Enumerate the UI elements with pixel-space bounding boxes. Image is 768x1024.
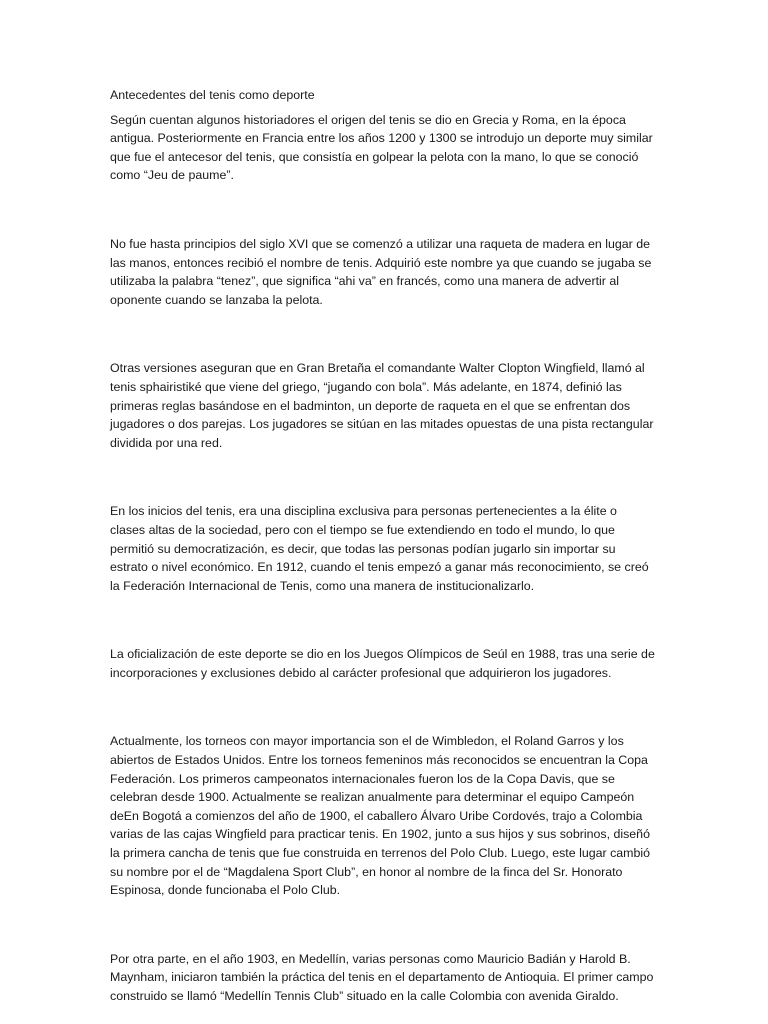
document-title: Antecedentes del tenis como deporte — [110, 88, 315, 102]
paragraph-wingfield: Otras versiones aseguran que en Gran Bretaña el comandante Walter Clopton Wingfield, llamó al tenis sphairistiké que viene del griego, “jugando con bola”. Más adelante, en 1874, definió las primeras reglas basándose en el badminton, un deporte de raqueta en el que se enfrentan dos jugadores o dos parejas. Los jugadores se sitúan en las mitades opuestas de una pista rectangular dividida por una red. — [110, 361, 654, 450]
document-body — [110, 86, 655, 1006]
paragraph-origin: Según cuentan algunos historiadores el origen del tenis se dio en Grecia y Roma, en la época antigua. Posteriormente en Francia entre los años 1200 y 1300 se introdujo un deporte muy similar que fue el antecesor del tenis, que consistía en golpear la pelota con la mano, lo que se conoció como “Jeu de paume”. — [110, 112, 653, 183]
paragraph-racket: No fue hasta principios del siglo XVI que se comenzó a utilizar una raqueta de madera en lugar de las manos, entonces recibió el nombre de tenis. Adquirió este nombre ya que cuando se jugaba se utilizaba la palabra “tenez”, que significa “ahi va” en francés, como una manera de advertir al oponente cuando se lanzaba la pelota. — [110, 236, 652, 307]
paragraph-tournaments: Actualmente, los torneos con mayor importancia son el de Wimbledon, el Roland Garros y los abiertos de Estados Unidos. Entre los torneos femeninos más reconocidos se encuentran la Copa Federación. Los primeros campeonatos internacionales fueron los de la Copa Davis, que se celebran desde 1900. Actualmente se realizan anualmente para determinar el equipo Campeón deEn Bogotá a comienzos del año de 1900, el caballero Álvaro Uribe Cordovés, trajo a Colombia varias de las cajas Wingfield para practicar tenis. En 1902, junto a sus hijos y sus sobrinos, diseñó la primera cancha de tenis que fue construida en terrenos del Polo Club. Luego, este lugar cambió su nombre por el de “Magdalena Sport Club”, en honor al nombre de la finca del Sr. Honorato Espinosa, donde funcionaba el Polo Club. — [110, 734, 651, 898]
paragraph-elite: En los inicios del tenis, era una disciplina exclusiva para personas pertenecientes a la élite o clases altas de la sociedad, pero con el tiempo se fue extendiendo en todo el mundo, lo que permitió su democratización, es decir, que todas las personas podían jugarlo sin importar su estrato o nivel económico. En 1912, cuando el tenis empezó a ganar más reconocimiento, se creó la Federación Internacional de Tenis, como una manera de institucionalizarlo. — [110, 504, 649, 593]
paragraph-olympics: La oficialización de este deporte se dio en los Juegos Olímpicos de Seúl en 1988, tras una serie de incorporaciones y exclusiones debido al carácter profesional que adquirieron los jugadores. — [110, 647, 655, 680]
paragraph-medellin: Por otra parte, en el año 1903, en Medellín, varias personas como Mauricio Badián y Harold B. Maynham, iniciaron también la práctica del tenis en el departamento de Antioquia. El primer campo construido se llamó “Medellín Tennis Club” situado en la calle Colombia con avenida Giraldo. — [110, 951, 654, 1003]
